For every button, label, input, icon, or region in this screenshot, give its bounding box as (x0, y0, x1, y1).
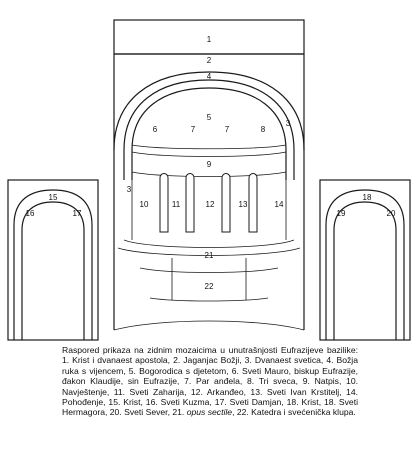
apse-floor-line (114, 321, 304, 330)
window-1 (160, 174, 168, 233)
label-18: 18 (362, 193, 372, 202)
left-side-apse (8, 180, 98, 340)
caption-text-2: , 22. Katedra i svećenička klupa. (232, 407, 356, 418)
label-8: 8 (260, 125, 266, 134)
label-6: 6 (152, 125, 158, 134)
conch-base-line (132, 145, 286, 149)
label-14: 14 (274, 200, 284, 209)
window-2 (186, 174, 194, 233)
label-21: 21 (204, 251, 214, 260)
label-10: 10 (139, 200, 149, 209)
ledge-line-1 (124, 240, 294, 248)
label-19: 19 (336, 209, 346, 218)
label-13: 13 (238, 200, 248, 209)
left-apse-inner-arch (22, 202, 84, 340)
right-side-apse (320, 180, 410, 340)
right-apse-inner-arch (334, 202, 396, 340)
label-12: 12 (205, 200, 215, 209)
inscription-band-line (132, 172, 286, 177)
diagram-caption (62, 345, 358, 418)
label-22: 22 (204, 282, 214, 291)
label-2: 2 (206, 56, 212, 65)
cathedra-sides (172, 258, 246, 300)
label-3-upper: 3 (285, 119, 291, 128)
label-9: 9 (206, 160, 212, 169)
label-15: 15 (48, 193, 58, 202)
window-zone-sides (132, 180, 286, 240)
label-7-right: 7 (224, 125, 230, 134)
conch-base-line-2 (132, 152, 286, 157)
label-20: 20 (386, 209, 396, 218)
window-3 (222, 174, 230, 233)
label-7-left: 7 (190, 125, 196, 134)
label-1: 1 (206, 35, 212, 44)
label-3-lower: 3 (126, 185, 132, 194)
label-4: 4 (206, 72, 212, 81)
caption-italic-term: opus sectile (186, 407, 233, 418)
label-5: 5 (206, 113, 212, 122)
window-4 (249, 174, 257, 233)
caption-text-1: Raspored prikaza na zidnim mozaicima u unutrašnjosti Eufrazijeve bazilike: 1. Krist i dvanaest apostola, 2. Jaganjac Božji, 3. Dvanaest svetica, 4. Božja ruka s vijencem, 5. Bogorodica s djetetom, 6. Sveti Mauro, biskup Eufrazije, đakon Klaudije, sin Eufrazije, 7. Par anđela, 8. Tri sveca, 9. Natpis, 10. Navještenje, 11. Sveti Zaharija, 12. Arkanđeo, 13. Sveti Ivan Krstitelj, 14. Pohođenje, 15. Krist, 16. Sveti Kuzma, 17. Sveti Damjan, 18. Krist, 18. Sveti Hermagora, 20. Sveti Sever, 21. (62, 345, 358, 418)
diagram-labels (26, 35, 396, 291)
apse-outer-arch (114, 72, 304, 150)
label-11: 11 (171, 200, 181, 209)
opus-sectile-band (140, 268, 278, 273)
label-17: 17 (72, 209, 82, 218)
label-16: 16 (25, 209, 35, 218)
cathedra-line (150, 298, 268, 301)
